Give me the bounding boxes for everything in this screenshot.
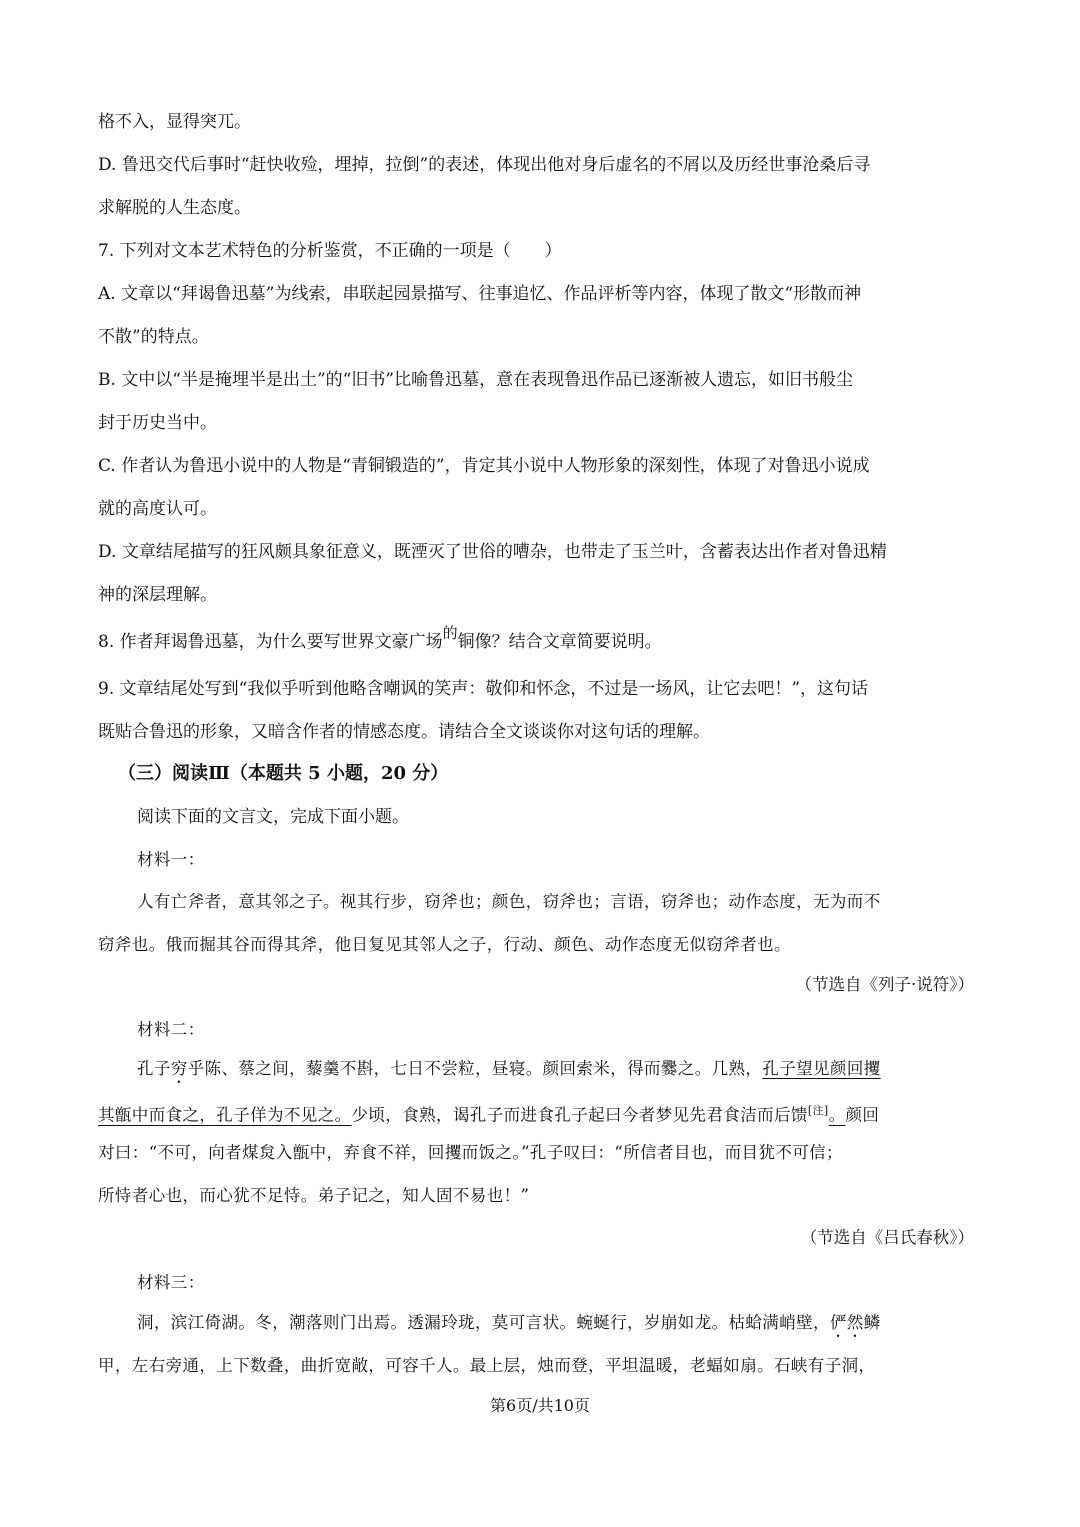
material1-source: （节选自《列子·说符》） — [795, 975, 974, 994]
material2-line1 — [137, 1057, 881, 1087]
material1-line1: 人有亡斧者，意其邻之子。视其行步，窃斧也；颜色，窃斧也；言语，窃斧也；动作态度，无为而不 — [137, 892, 881, 911]
material2-l1-dotted: 穷 — [170, 1059, 188, 1078]
q8-part2: 铜像？结合文章简要说明。 — [457, 632, 662, 652]
material2-source: （节选自《吕氏春秋》） — [800, 1228, 974, 1247]
q8-part1: 8. 作者拜谒鲁迅墓，为什么要写世界文豪广场 — [98, 632, 443, 652]
q7-option-c-line2: 就的高度认可。 — [98, 499, 217, 519]
material3-label: 材料三： — [137, 1273, 205, 1292]
material2-l2-c: 。 — [828, 1105, 846, 1125]
material2-label: 材料二： — [137, 1020, 205, 1039]
section3-heading: （三）阅读Ⅲ（本题共 5 小题，20 分） — [118, 763, 449, 784]
material2-note-mark: [注] — [807, 1104, 829, 1117]
q6-option-c-tail: 格不入，显得突兀。 — [98, 112, 251, 132]
q8-stem — [98, 624, 662, 654]
material2-l1-b: 乎陈、蔡之间，藜羹不斟，七日不尝粒，昼寝。颜回索米，得而爨之。几熟， — [187, 1059, 763, 1078]
material3-l1-dotted: 俨然 — [829, 1313, 864, 1332]
material2-l2-b: 谒孔子而进食孔子起曰今者梦见先君食洁而后馈 — [452, 1105, 808, 1125]
material3-line2: 甲，左右旁通，上下数叠，曲折宽敞，可容千人。最上层，烛而登，平坦温暖，老蝠如扇。石峡有子洞， — [98, 1356, 876, 1375]
material2-line2 — [98, 1099, 879, 1128]
material2-l2-a: 少顷，食熟， — [351, 1105, 453, 1125]
material2-line3: 对曰：“不可，向者煤炱入甑中，弃食不祥，回攫而饭之。”孔子叹曰：“所信者目也，而目犹不可信； — [98, 1143, 843, 1162]
material2-l2-d: 颜回 — [845, 1105, 880, 1125]
material2-l1-a: 孔子 — [137, 1059, 171, 1078]
q7-option-a-line2: 不散”的特点。 — [98, 327, 209, 347]
section3-instruction: 阅读下面的文言文，完成下面小题。 — [137, 807, 409, 827]
q7-option-c-line1: C. 作者认为鲁迅小说中的人物是“青铜锻造的”，肯定其小说中人物形象的深刻性，体现了对鲁迅小说成 — [98, 456, 870, 476]
q7-option-d-line1: D. 文章结尾描写的狂风颇具象征意义，既湮灭了世俗的嘈杂，也带走了玉兰叶，含蓄表达出作者对鲁迅精 — [98, 542, 887, 562]
material2-l1-underlined: 孔子望见颜回攫 — [762, 1059, 881, 1078]
q7-option-d-line2: 神的深层理解。 — [98, 585, 217, 605]
q7-stem: 7. 下列对文本艺术特色的分析鉴赏，不正确的一项是（ ） — [98, 241, 562, 261]
q7-option-b-line1: B. 文中以“半是掩埋半是出土”的“旧书”比喻鲁迅墓，意在表现鲁迅作品已逐渐被人遗忘，如旧书般尘 — [98, 370, 854, 390]
material3-line1 — [137, 1311, 881, 1341]
q9-stem-line2: 既贴合鲁迅的形象，又暗含作者的情感态度。请结合全文谈谈你对这句话的理解。 — [98, 722, 710, 742]
material1-label: 材料一： — [137, 850, 205, 869]
material1-line2: 窃斧也。俄而掘其谷而得其斧，他日复见其邻人之子，行动、颜色、动作态度无似窃斧者也。 — [98, 935, 791, 954]
q9-stem-line1: 9. 文章结尾处写到“我似乎听到他略含嘲讽的笑声：敬仰和怀念，不过是一场风，让它去吧！”，这句话 — [98, 679, 869, 699]
material2-line4: 所恃者心也，而心犹不足恃。弟子记之，知人固不易也！” — [98, 1186, 530, 1205]
material3-l1-b: 鳞 — [863, 1313, 881, 1332]
material2-l2-underlined: 其甑中而食之，孔子佯为不见之。 — [98, 1105, 352, 1125]
q8-raised-char: 的 — [442, 624, 458, 642]
q7-option-a-line1: A. 文章以“拜谒鲁迅墓”为线索，串联起园景描写、往事追忆、作品评析等内容，体现了散文“形散而神 — [98, 284, 862, 304]
material3-l1-a: 洞，滨江倚湖。冬，潮落则门出焉。透漏玲珑，莫可言状。蜿蜒行，岁崩如龙。枯蛤满峭壁， — [137, 1313, 830, 1332]
q6-option-d-line2: 求解脱的人生态度。 — [98, 198, 251, 218]
page-footer: 第6页/共10页 — [490, 1396, 590, 1415]
q6-option-d-line1: D. 鲁迅交代后事时“赶快收殓，埋掉，拉倒”的表述，体现出他对身后虚名的不屑以及历经世事沧桑后寻 — [98, 155, 871, 175]
q7-option-b-line2: 封于历史当中。 — [98, 413, 217, 433]
